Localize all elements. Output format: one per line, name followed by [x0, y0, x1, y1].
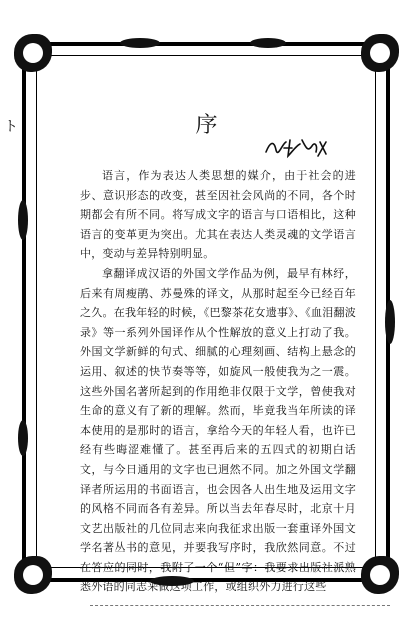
border-ornament	[120, 38, 160, 48]
page-edge-rule	[90, 605, 390, 608]
border-ornament	[18, 200, 28, 240]
page-title: 序	[195, 113, 220, 138]
border-ornament	[385, 300, 395, 344]
handwritten-signature	[262, 134, 332, 162]
corner-ornament-top-right	[361, 34, 399, 72]
border-ornament	[250, 38, 286, 48]
corner-ornament-bottom-right	[361, 556, 399, 594]
corner-ornament-bottom-left	[14, 556, 52, 594]
paragraph: 拿翻译成汉语的外国文学作品为例，最早有林纾，后来有周瘦鹃、苏曼殊的译文，从那时起至今已经百年之久。在我年轻的时候，《巴黎茶花女遗事》、《血泪翻波录》等一系列外国译作从个性解放的意义上打动了我。外国文学新鲜的句式、细腻的心理刻画、结构上悬念的运用、叙述的快节奏等等，如旋风一般使我为之一震。这些外国名著所起到的作用绝非仅限于文学，曾使我对生命的意义有了新的理解。然而，毕竟我当年所读的译本使用的是那时的语言，拿给今天的年轻人看，也许已经有些晦涩难懂了。甚至再后来的五四式的初期白话文，与今日通用的文字也已迥然不同。加之外国文学翻译者所运用的书面语言，也会因各人出生地及运用文字的风格不同而各有差异。所以当去年春尽时，北京十月文艺出版社的几位同志来向我征求出版一套重译外国文学名著丛书的意见，并要我写序时，我欣然同意。不过在答应的同时，我附了一个“但”字：我要求出版社派熟悉外语的同志来做这项工作，或组织外力进行这些	[80, 266, 356, 594]
preface-body	[80, 166, 356, 597]
paragraph: 语言，作为表达人类思想的媒介，由于社会的进步、意识形态的改变，甚至因社会风尚的不同，各个时期都会有所不同。将写成文字的语言与口语相比，这种语言的变革更为突出。尤其在表达人类灵魂的文学语言中，变动与差异特别明显。	[80, 169, 356, 261]
margin-mark: ト	[4, 119, 19, 135]
border-ornament	[18, 420, 28, 456]
